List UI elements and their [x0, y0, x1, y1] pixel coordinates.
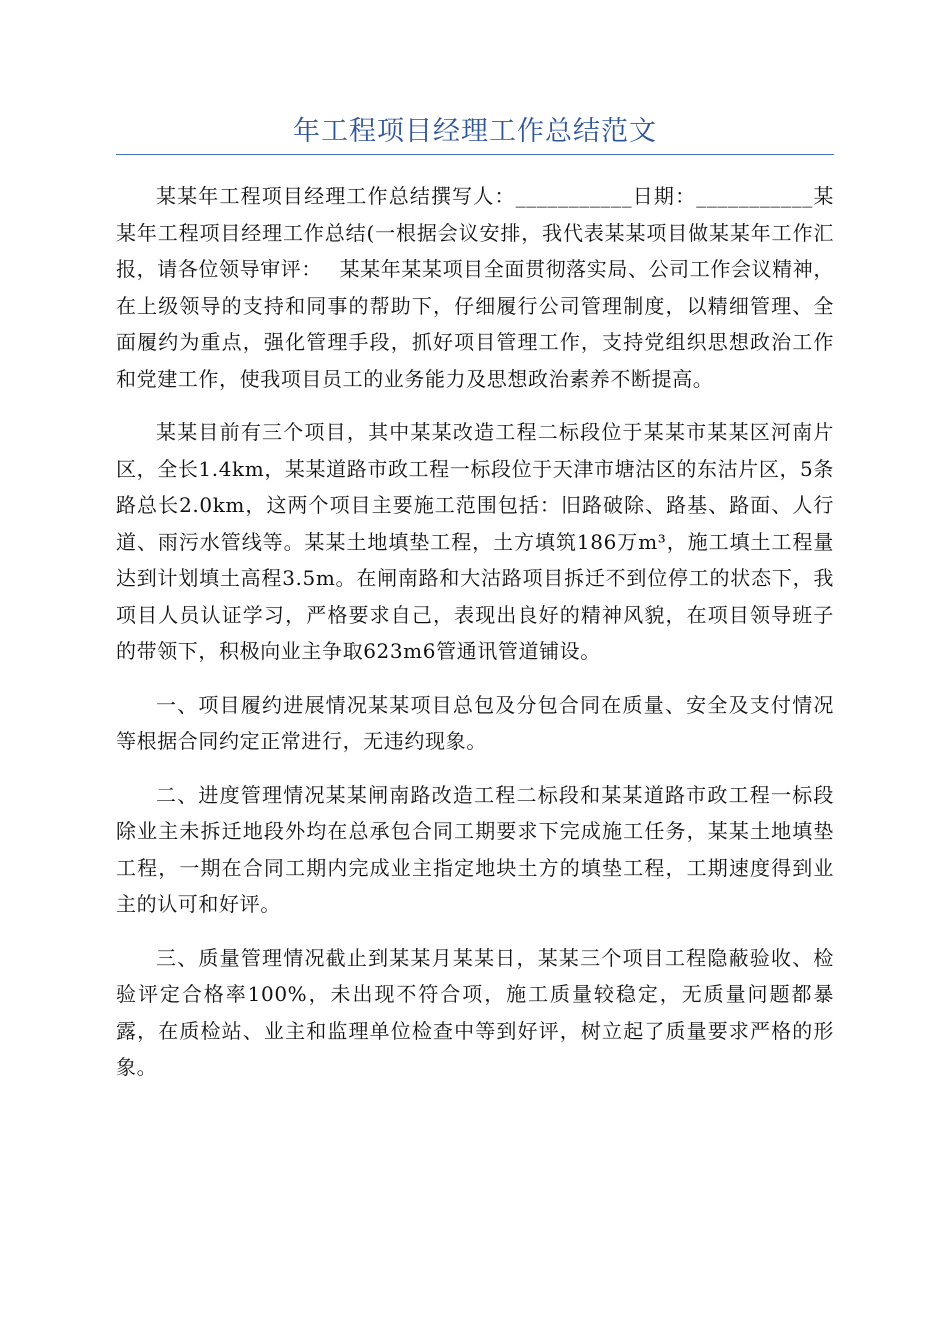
paragraph-intro: 某某年工程项目经理工作总结撰写人：___________日期：___________某某年工程项目经理工作总结(一根据会议安排，我代表某某项目做某某年工作汇报，请各位领导审评： 某某年某某项目全面贯彻落实局、公司工作会议精神，在上级领导的支持和同事的帮助下，仔细履行公司管理制度，以精细管理、全面履约为重点，强化管理手段，抓好项目管理工作，支持党组织思想政治工作和党建工作，使我项目员工的业务能力及思想政治素养不断提高。	[116, 184, 834, 391]
paragraph-quality: 三、质量管理情况截止到某某月某某日，某某三个项目工程隐蔽验收、检验评定合格率100%，未出现不符合项，施工质量较稳定，无质量问题都暴露，在质检站、业主和监理单位检查中等到好评，树立起了质量要求严格的形象。	[116, 945, 834, 1079]
paragraph-schedule: 二、进度管理情况某某闸南路改造工程二标段和某某道路市政工程一标段除业主未拆迁地段外均在总承包合同工期要求下完成施工任务，某某土地填垫工程，一期在合同工期内完成业主指定地块土方的填垫工程，工期速度得到业主的认可和好评。	[116, 782, 834, 916]
paragraph-contract: 一、项目履约进展情况某某项目总包及分包合同在质量、安全及支付情况等根据合同约定正常进行，无违约现象。	[116, 692, 834, 753]
title-underline	[116, 154, 834, 155]
document-title: 年工程项目经理工作总结范文	[293, 116, 657, 147]
paragraph-projects: 某某目前有三个项目，其中某某改造工程二标段位于某某市某某区河南片区，全长1.4km，某某道路市政工程一标段位于天津市塘沽区的东沽片区，5条路总长2.0km，这两个项目主要施工范围包括：旧路破除、路基、路面、人行道、雨污水管线等。某某土地填垫工程，土方填筑186万m³，施工填土工程量达到计划填土高程3.5m。在闸南路和大沽路项目拆迁不到位停工的状态下，我项目人员认证学习，严格要求自己，表现出良好的精神风貌，在项目领导班子的带领下，积极向业主争取623m6管通讯管道铺设。	[116, 420, 834, 663]
document-body	[116, 178, 834, 1103]
